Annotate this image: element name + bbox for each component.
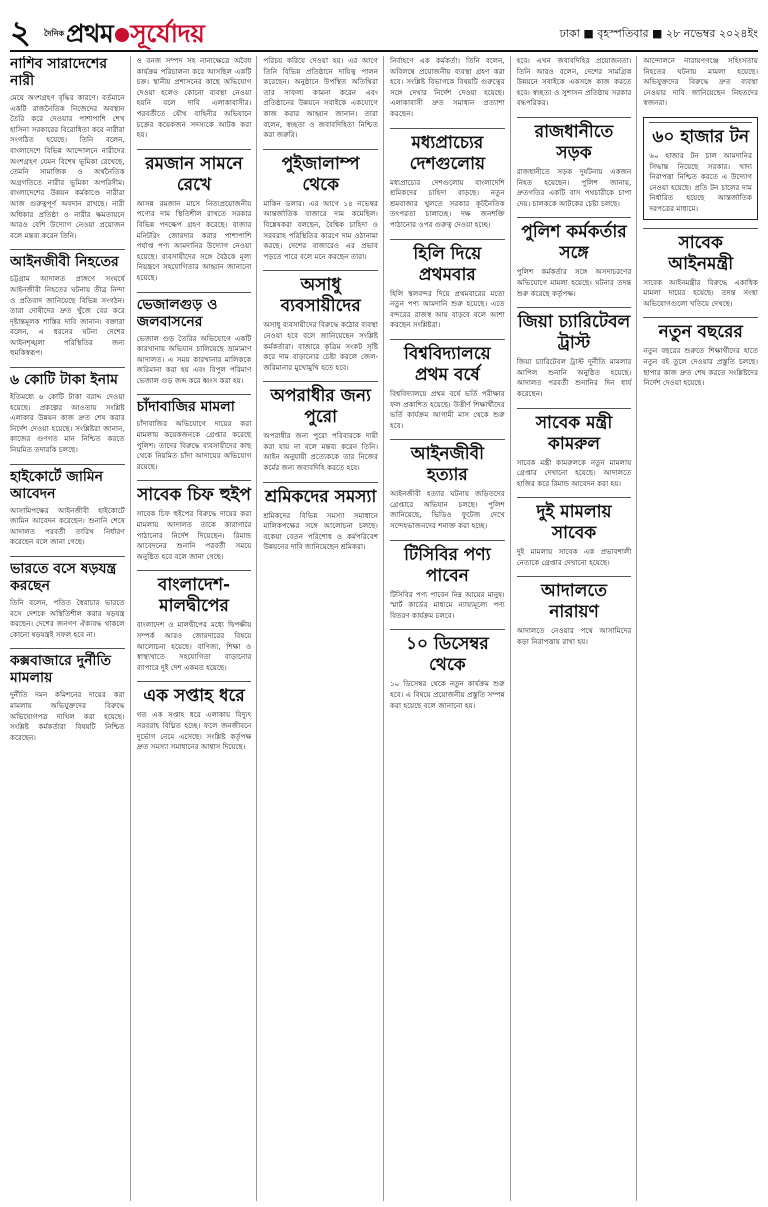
logo-word-2: সূর্যোদয় — [130, 19, 205, 48]
article[interactable] — [390, 540, 505, 622]
article[interactable] — [137, 570, 252, 673]
article[interactable] — [10, 648, 125, 743]
article-body: অপরাধীর জন্য পুরো পরিবারকে দায়ী করা যায় না বলে মন্তব্য করেন তিনি। আইন অনুযায়ী প্রত্যেককে তার নিজের কর্মের জন্য জবাবদিহি করতে হবে। — [263, 431, 379, 473]
article-body: আন্দোলনে নারায়ণগঞ্জে সহিংসতায় নিহতের ঘটনায় মামলা হয়েছে। অভিযুক্তদের বিরুদ্ধে দ্রুত ব্যবস্থা নেওয়ার দাবি জানিয়েছেন নিহতদের স্বজনরা। — [643, 56, 759, 108]
article-body: আদালতে নেওয়ার পথে আসামিদের কড়া নিরাপত্তায় রাখা হয়। — [516, 626, 632, 647]
article[interactable] — [390, 339, 505, 431]
article-body: আইনজীবী হত্যার ঘটনায় জড়িতদের গ্রেপ্তারে অভিযান চলছে। পুলিশ জানিয়েছে, ভিডিও ফুটেজ দেখে সন্দেহভাজনদের শনাক্ত করা হচ্ছে। — [390, 489, 505, 531]
article[interactable] — [643, 56, 758, 109]
logo-title — [66, 18, 204, 50]
column-4 — [390, 56, 511, 1201]
article[interactable] — [10, 56, 125, 241]
article-body: সাবেক চিফ হুইপের বিরুদ্ধে দায়ের করা মামলায় আদালত তাকে কারাগারে পাঠানোর নির্দেশ দিয়েছেন। রিমান্ড আবেদনের শুনানি পরবর্তী সময়ে অনুষ্ঠিত হবে বলে জানা গেছে। — [136, 509, 252, 561]
article[interactable] — [137, 149, 252, 284]
article-body: হবে। এখন জবাবদিহির প্রয়োজনতা। তিনি আরও বলেন, দেশের সামগ্রিক উন্নয়নে সবাইকে একসঙ্গে কাজ করতে হবে। স্বচ্ছতা ও সুশাসন প্রতিষ্ঠায় সরকার বদ্ধপরিকর। — [516, 56, 632, 108]
column-3 — [263, 56, 384, 1201]
article-body: ইতিমধ্যে ৬ কোটি টাকা বরাদ্দ দেওয়া হয়েছে। প্রকল্পের আওতায় সংশ্লিষ্ট এলাকার উন্নয়ন কাজ দ্রুত শেষ করার নির্দেশ দেওয়া হয়েছে। সংশ্লিষ্টরা জানান, কাজের গুণগত মান নিশ্চিত করতে নিয়মিত তদারকি চলছে। — [10, 392, 125, 455]
article-headline[interactable]: অপরাধীর জন্য পুরো — [263, 381, 378, 428]
column-6 — [643, 56, 758, 1201]
article[interactable] — [517, 117, 632, 209]
article[interactable] — [390, 56, 505, 120]
article[interactable] — [263, 381, 378, 473]
article-body: শ্রমিকদের বিভিন্ন সমস্যা সমাধানে মালিকপক্ষের সঙ্গে আলোচনা চলছে। বকেয়া বেতন পরিশোধ ও কর্মপরিবেশ উন্নয়নের দাবি জানিয়েছেন শ্রমিকরা। — [263, 510, 379, 552]
article-headline[interactable]: বিশ্ববিদ্যালয়ে প্রথম বর্ষে — [390, 339, 505, 386]
article-headline[interactable]: ৬০ হাজার টন — [649, 122, 752, 148]
article-headline[interactable]: নতুন বছরের — [643, 317, 758, 343]
article-body: পুলিশ কর্মকর্তার সঙ্গে অসদাচরণের অভিযোগে মামলা হয়েছে। ঘটনার তদন্ত শুরু করেছে কর্তৃপক্ষ। — [516, 267, 632, 298]
article-body: পরিচয় করিয়ে দেওয়া হয়। এর আগে তিনি বিভিন্ন প্রতিষ্ঠানে দায়িত্ব পালন করেছেন। অনুষ্ঠানে উপস্থিত অতিথিরা তার সাফল্য কামনা করেন এবং প্রতিষ্ঠানের উন্নয়নে সবাইকে একযোগে কাজ করার আহ্বান জানান। তারা বলেন, স্বচ্ছতা ও জবাবদিহিতা নিশ্চিত করা জরুরি। — [263, 56, 379, 140]
article-body: মধ্যপ্রাচ্যের দেশগুলোয় বাংলাদেশি শ্রমিকদের চাহিদা বাড়ছে। নতুন শ্রমবাজার খুলতে সরকার কূটনৈতিক তৎপরতা চালাচ্ছে। দক্ষ জনশক্তি পাঠানোর ওপর গুরুত্ব দেওয়া হচ্ছে। — [390, 177, 505, 229]
article-headline[interactable]: ১০ ডিসেম্বর থেকে — [390, 629, 505, 676]
article-body: ৬০ হাজার টন চাল আমদানির সিদ্ধান্ত নিয়েছে সরকার। খাদ্য নিরাপত্তা নিশ্চিত করতে এ উদ্যোগ নেওয়া হয়েছে। প্রতি টন চালের দাম নির্ধারিত হয়েছে আন্তর্জাতিক দরপত্রের মাধ্যমে। — [649, 150, 753, 213]
article[interactable] — [517, 497, 632, 568]
article-body: নতুন বছরের শুরুতে শিক্ষার্থীদের হাতে নতুন বই তুলে দেওয়ার প্রস্তুতি চলছে। ছাপার কাজ দ্রুত শেষ করতে সংশ্লিষ্টদের নির্দেশ দেওয়া হয়েছে। — [643, 346, 759, 388]
article[interactable] — [263, 270, 378, 373]
article-body: দুর্নীতি দমন কমিশনের দায়ের করা মামলায় অভিযুক্তদের বিরুদ্ধে অভিযোগপত্র দাখিল করা হয়েছে। সংশ্লিষ্ট কর্মকর্তারা বিষয়টি নিশ্চিত করেছেন। — [10, 690, 125, 742]
article-headline[interactable]: কক্সবাজারে দুর্নীতি মামলায় — [10, 648, 125, 687]
article-headline[interactable]: বাংলাদেশ-মালদ্বীপের — [137, 570, 252, 617]
article-headline[interactable]: মধ্যপ্রাচ্যের দেশগুলোয় — [390, 128, 505, 175]
article[interactable] — [137, 480, 252, 562]
article[interactable] — [137, 292, 252, 387]
article-body: টিসিবির পণ্য পাবেন নিম্ন আয়ের মানুষ। স্মার্ট কার্ডের মাধ্যমে ন্যায্যমূল্যে পণ্য বিতরণ কার্যক্রম চলবে। — [390, 589, 505, 620]
article-body: চাঁদাবাজির অভিযোগে দায়ের করা মামলায় কয়েকজনকে গ্রেপ্তার করেছে পুলিশ। তাদের বিরুদ্ধে ব্যবসায়ীদের কাছ থেকে নিয়মিত চাঁদা আদায়ের অভিযোগ রয়েছে। — [136, 419, 252, 471]
article-body: আসামিপক্ষের আইনজীবী হাইকোর্টে জামিন আবেদন করেছেন। শুনানি শেষে আদালত পরবর্তী তারিখ নির্ধারণ করেছেন বলে জানা গেছে। — [10, 505, 125, 547]
article[interactable] — [137, 56, 252, 141]
article[interactable] — [643, 317, 758, 388]
article[interactable] — [517, 307, 632, 399]
article[interactable] — [137, 681, 252, 752]
article-body: জিয়া চ্যারিটেবল ট্রাস্ট দুর্নীতি মামলার আপিল শুনানি অনুষ্ঠিত হয়েছে। আদালত পরবর্তী শুনানির দিন ধার্য করেছেন। — [516, 357, 632, 398]
article-headline[interactable]: শ্রমিকদের সমস্যা — [263, 482, 378, 508]
article[interactable] — [390, 128, 505, 231]
article[interactable] — [517, 576, 632, 647]
article-body: সাবেক মন্ত্রী কামরুলকে নতুন মামলায় গ্রেপ্তার দেখানো হয়েছে। আদালতে হাজির করে রিমান্ড আবেদন করা হয়। — [516, 457, 632, 488]
article-body: বাংলাদেশ ও মালদ্বীপের মধ্যে দ্বিপক্ষীয় সম্পর্ক আরও জোরদারের বিষয়ে আলোচনা হয়েছে। বাণিজ্য, শিক্ষা ও স্বাস্থ্যখাতে সহযোগিতা বাড়ানোর ব্যাপারে দুই দেশ একমত হয়েছে। — [136, 620, 252, 672]
article-headline[interactable]: আইনজীবী হত্যার — [390, 439, 505, 486]
article[interactable] — [517, 408, 632, 490]
article-headline[interactable]: ৬ কোটি টাকা ইনাম — [10, 367, 125, 389]
article-body: রাজধানীতে সড়ক দুর্ঘটনায় একজন নিহত হয়েছেন। পুলিশ জানায়, দ্রুতগতির একটি বাস পথচারীকে চাপা দেয়। চালককে আটকের চেষ্টা চলছে। — [516, 166, 632, 208]
article-body: বিশ্ববিদ্যালয়ে প্রথম বর্ষে ভর্তি পরীক্ষার ফল প্রকাশিত হয়েছে। উত্তীর্ণ শিক্ষার্থীদের ভর্তি কার্যক্রম আগামী মাস থেকে শুরু হবে। — [390, 388, 505, 430]
article[interactable] — [390, 439, 505, 531]
article-headline[interactable]: সাবেক চিফ হুইপ — [137, 480, 252, 506]
article-body: হিলি স্থলবন্দর দিয়ে প্রথমবারের মতো নতুন পণ্য আমদানি শুরু হয়েছে। এতে বন্দরের রাজস্ব আয় বাড়বে বলে আশা করছেন সংশ্লিষ্টরা। — [390, 288, 505, 330]
article-headline[interactable]: হাইকোর্টে জামিন আবেদন — [10, 464, 125, 503]
article[interactable] — [517, 56, 632, 109]
article-body: অসাধু ব্যবসায়ীদের বিরুদ্ধে কঠোর ব্যবস্থা নেওয়া হবে বলে জানিয়েছেন সংশ্লিষ্ট কর্মকর্তারা। বাজারে কৃত্রিম সংকট সৃষ্টি করে দাম বাড়ানোর চেষ্টা করলে জেল-জরিমানার মুখোমুখি হতে হবে। — [263, 320, 379, 372]
masthead — [10, 8, 758, 52]
article-body: সাবেক আইনমন্ত্রীর বিরুদ্ধে একাধিক মামলা দায়ের হয়েছে। তদন্ত সংস্থা অভিযোগগুলো খতিয়ে দেখছে। — [643, 277, 759, 308]
article-headline[interactable]: এক সপ্তাহ ধরে — [137, 681, 252, 707]
logo-word-1: প্রথম — [66, 19, 114, 48]
article-headline[interactable]: টিসিবির পণ্য পাবেন — [390, 540, 505, 587]
article-headline[interactable]: রাজধানীতে সড়ক — [517, 117, 632, 164]
article[interactable] — [390, 239, 505, 331]
article-body: নির্বাহণে এক কর্মকর্তা। তিনি বলেন, অবিলম্বে প্রয়োজনীয় ব্যবস্থা গ্রহণ করা হবে। সংশ্লিষ্ট বিভাগকে বিষয়টি গুরুত্বের সঙ্গে দেখার নির্দেশ দেওয়া হয়েছে। এলাকাবাসী দ্রুত সমাধান প্রত্যাশা করছেন। — [390, 56, 505, 118]
article[interactable] — [643, 117, 758, 220]
article[interactable] — [10, 556, 125, 640]
article-body: দুই মামলায় সাবেক এক প্রভাবশালী নেতাকে গ্রেপ্তার দেখানো হয়েছে। — [516, 547, 632, 567]
article-body: ১০ ডিসেম্বর থেকে নতুন কার্যক্রম শুরু হবে। এ বিষয়ে প্রয়োজনীয় প্রস্তুতি সম্পন্ন করা হয়েছে বলে জানানো হয়। — [390, 679, 505, 710]
article[interactable] — [643, 228, 758, 310]
article-headline[interactable]: আদালতে নারায়ণ — [517, 576, 632, 623]
article-body: আসন্ন রমজান মাসে নিত্যপ্রয়োজনীয় পণ্যের দাম স্থিতিশীল রাখতে সরকার বিভিন্ন পদক্ষেপ গ্রহণ করেছে। বাজার মনিটরিং জোরদার করার পাশাপাশি পর্যাপ্ত পণ্য আমদানির উদ্যোগ নেওয়া হয়েছে। ব্যবসায়ীদের সঙ্গে বৈঠকে মূল্য নিয়ন্ত্রণে সহযোগিতার আহ্বান জানানো হয়েছে। — [136, 198, 252, 282]
article-body: ভেজাল গুড় তৈরির অভিযোগে একটি কারখানায় অভিযান চালিয়েছে ভ্রাম্যমাণ আদালত। এ সময় কারখানার মালিককে জরিমানা করা হয় এবং বিপুল পরিমাণ ভেজাল গুড় জব্দ করে ধ্বংস করা হয়। — [136, 333, 252, 385]
article-headline[interactable]: চাঁদাবাজির মামলা — [137, 394, 252, 416]
article-body: তিনি বলেন, পতিত স্বৈরাচার ভারতে বসে দেশকে অস্থিতিশীল করার ষড়যন্ত্র করছেন। দেশের জনগণ ঐক্যবদ্ধ থাকলে কোনো ষড়যন্ত্রই সফল হবে না। — [10, 598, 125, 639]
article[interactable] — [517, 217, 632, 299]
article[interactable] — [10, 464, 125, 548]
article-headline[interactable]: আইনজীবী নিহতের — [10, 249, 125, 271]
article[interactable] — [137, 394, 252, 472]
article-headline[interactable]: রমজান সামনে রেখে — [137, 149, 252, 196]
column-5 — [517, 56, 638, 1201]
article-headline[interactable]: দুই মামলায় সাবেক — [517, 497, 632, 544]
article-columns — [10, 56, 758, 1201]
article-body: মেয়ে অংশগ্রহণ বৃদ্ধির কারণে। বর্তমানে একটি রাজনৈতিক নিজেদের অবস্থান তৈরি করে দেওয়ার পাশাপাশি শেখ হাসিনা সরকারের বিরোধিতা করে নারীরা সংগঠিত হয়েছে। তিনি বলেন, বাংলাদেশে বিভিন্ন আন্দোলনে নারীদের অংশগ্রহণ যেমন বিশেষ ভূমিকা রেখেছে, তেমনি সামাজিক ও অর্থনৈতিক অগ্রগতিতে নারীর ভূমিকা অপরিসীম। বাংলাদেশের উন্নয়ন কর্মকাণ্ডে নারীরা আজ গুরুত্বপূর্ণ অবদান রাখছে। নারী অধিকার প্রতিষ্ঠা ও নারীর ক্ষমতায়নে আরও বেশি উদ্যোগ নেওয়া প্রয়োজন বলে মন্তব্য করেন তিনি। — [10, 93, 125, 240]
article-body: মাকিন ডলার। এর আগে ১৪ নভেম্বর আন্তর্জাতিক বাজারে দাম কমেছিল। বিশ্লেষকরা বলছেন, বৈশ্বিক চাহিদা ও সরবরাহ পরিস্থিতির কারণে দাম ওঠানামা করছে। দেশের বাজারেও এর প্রভাব পড়তে পারে বলে মনে করছেন তারা। — [263, 198, 379, 261]
article[interactable] — [263, 482, 378, 553]
article-headline[interactable]: ভেজালগুড় ও জলবাসনের — [137, 292, 252, 331]
sun-icon — [115, 28, 129, 42]
article-headline[interactable]: সাবেক মন্ত্রী কামরুল — [517, 408, 632, 455]
article-headline[interactable]: নাশিব সারাদেশের নারী — [10, 56, 108, 89]
page-number: ২ — [10, 13, 31, 51]
article[interactable] — [10, 249, 125, 359]
article-body: ও বনজ সম্পদ সহ নানাক্ষেত্রে অবৈধ কার্যক্রম পরিচালনা করে আসছিল একটি চক্র। স্থানীয় প্রশাসনের কাছে অভিযোগ দেওয়া হলেও কোনো ব্যবস্থা নেওয়া হয়নি বলে দাবি এলাকাবাসীর। পরবর্তীতে যৌথ বাহিনীর অভিযানে চক্রের কয়েকজন সদস্যকে আটক করা হয়। — [136, 56, 252, 140]
article-headline[interactable]: ভারতে বসে ষড়যন্ত্র করছেন — [10, 556, 125, 595]
column-1 — [10, 56, 131, 1201]
column-2 — [137, 56, 258, 1201]
article[interactable] — [10, 367, 125, 456]
article-headline[interactable]: সাবেক আইনমন্ত্রী — [643, 228, 758, 275]
article-body: গত এক সপ্তাহ ধরে এলাকায় বিদ্যুৎ সরবরাহ বিঘ্নিত হচ্ছে। ফলে জনজীবনে দুর্ভোগ নেমে এসেছে। সংশ্লিষ্ট কর্তৃপক্ষ দ্রুত সমস্যা সমাধানের আশ্বাস দিয়েছে। — [136, 710, 252, 752]
article-headline[interactable]: হিলি দিয়ে প্রথমবার — [390, 239, 505, 286]
article[interactable] — [390, 629, 505, 711]
article-headline[interactable]: অসাধু ব্যবসায়ীদের — [263, 270, 378, 317]
article-headline[interactable]: পুলিশ কর্মকর্তার সঙ্গে — [517, 217, 632, 264]
article-headline[interactable]: জিয়া চ্যারিটেবল ট্রাস্ট — [517, 307, 632, 354]
newspaper-logo — [44, 18, 204, 50]
article-headline[interactable]: পুইজালাম্প থেকে — [263, 149, 378, 196]
article[interactable] — [263, 56, 378, 141]
dateline: ঢাকা ■ বৃহস্পতিবার ■ ২৮ নভেম্বর ২০২৪ইং — [559, 27, 758, 40]
article-body: চট্টগ্রাম আদালত প্রাঙ্গণে সংঘর্ষে আইনজীবী নিহতের ঘটনায় তীব্র নিন্দা ও প্রতিবাদ জানিয়েছে বিভিন্ন সংগঠন। তারা দোষীদের দ্রুত খুঁজে বের করে দৃষ্টান্তমূলক শাস্তির দাবি জানান। বক্তারা বলেন, এ ধরনের ঘটনা দেশের আইনশৃঙ্খলা পরিস্থিতির জন্য হুমকিস্বরূপ। — [10, 274, 125, 358]
logo-prefix: দৈনিক — [44, 29, 65, 38]
article[interactable] — [263, 149, 378, 263]
